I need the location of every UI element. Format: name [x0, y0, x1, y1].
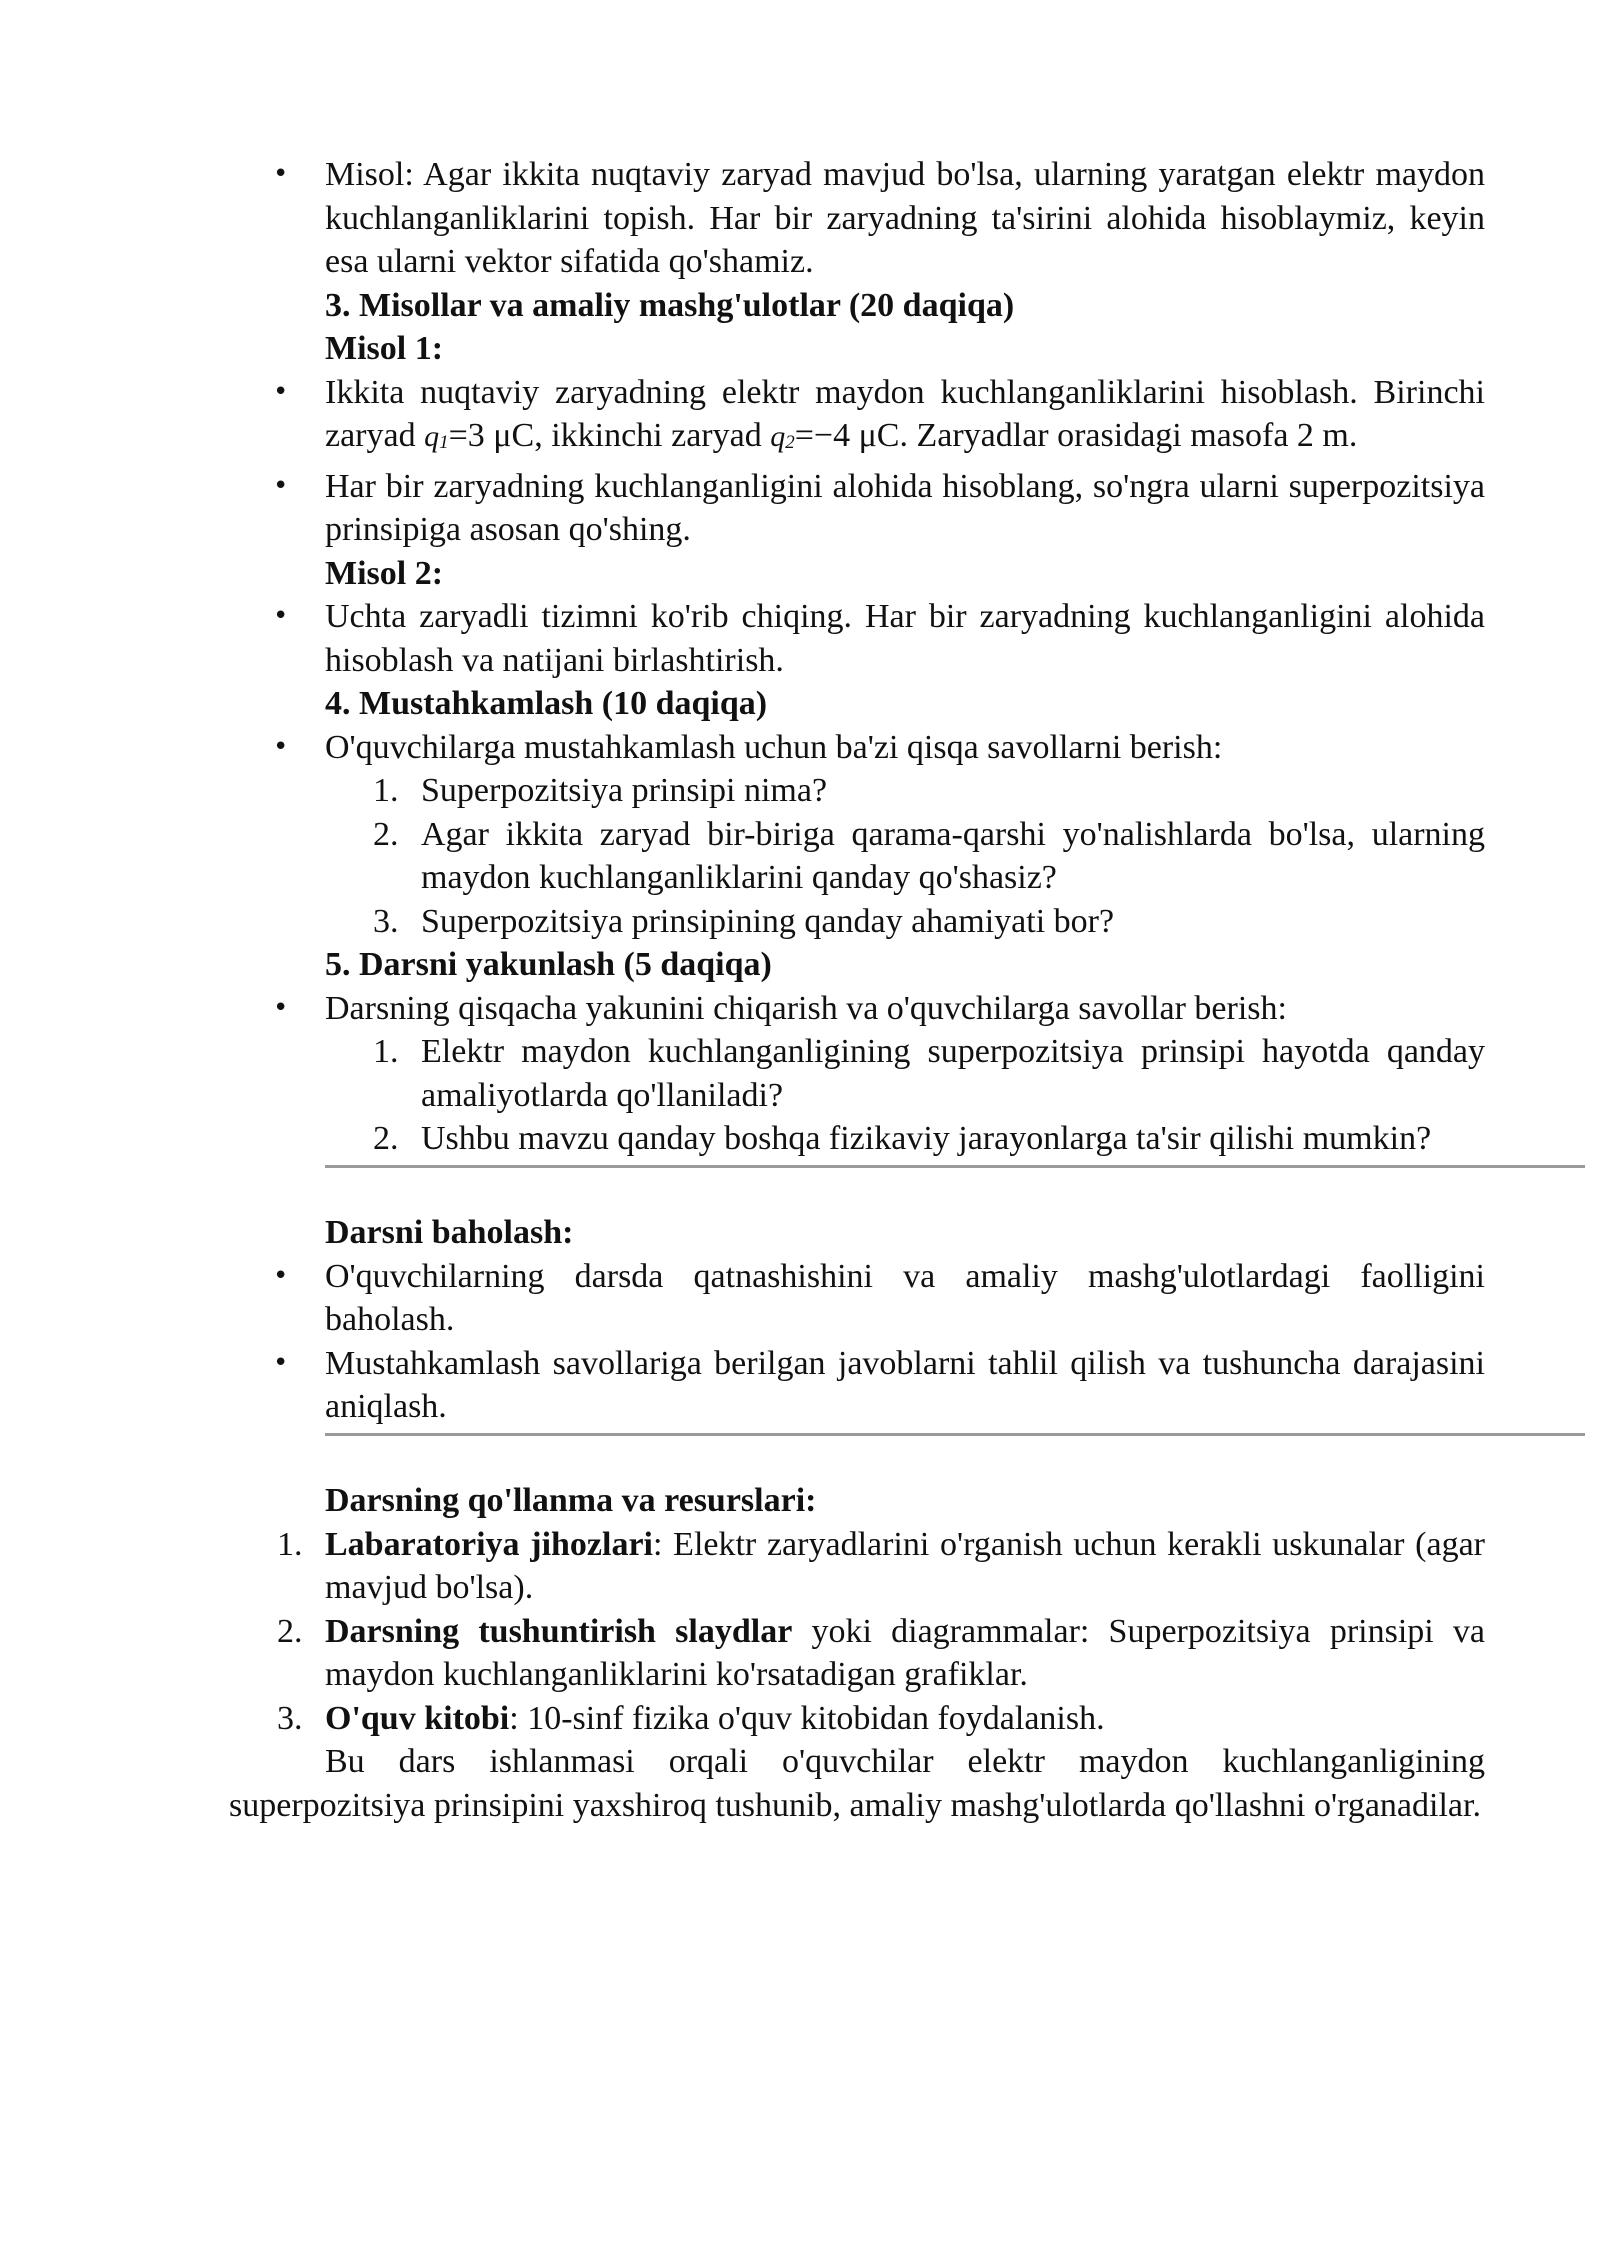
item-number: 2. — [373, 815, 399, 853]
bullet-icon: • — [273, 601, 289, 631]
numbered-item — [373, 1030, 1485, 1117]
resource-name: Darsning tushuntirish slaydlar — [325, 1612, 793, 1650]
paragraph-text: Uchta zaryadli tizimni ko'rib chiqing. Har bir zaryadning kuchlanganligini alohida hisoblash va natijani birlashtirish. — [325, 598, 1485, 679]
paragraph-text: =3 μC, ikkinchi zaryad — [448, 417, 762, 454]
example-title: Misol 2: — [325, 554, 444, 592]
list-item — [273, 1342, 1485, 1429]
bullet-icon: • — [273, 731, 289, 762]
item-number: 3. — [277, 1699, 303, 1737]
question-text: Superpozitsiya prinsipining qanday ahamiyati bor? — [421, 902, 1115, 940]
resource-description: : Elektr zaryadlarini o'rganish uchun kerakli uskunalar (agar mavjud bo'lsa). — [325, 1525, 1485, 1606]
numbered-item — [373, 1117, 1485, 1161]
question-text: Superpozitsiya prinsipi nima? — [421, 772, 828, 809]
paragraph-text: O'quvchilarning darsda qatnashishini va amaliy mashg'ulotlardagi faolligini baholash. — [325, 1257, 1485, 1338]
numbered-item — [277, 1610, 1485, 1697]
bullet-icon: • — [273, 470, 289, 501]
list-item — [273, 726, 1485, 770]
section-heading: Darsni baholash: — [325, 1214, 574, 1251]
numbered-item — [373, 769, 1485, 813]
resource-description: yoki diagrammalar: Superpozitsiya prinsipi va maydon kuchlanganliklarini ko'rsatadigan grafiklar. — [325, 1612, 1485, 1693]
paragraph-text: O'quvchilarga mustahkamlash uchun ba'zi qisqa savollarni berish: — [325, 728, 1223, 766]
document-body — [229, 153, 1485, 1827]
resource-description: : 10-sinf fizika o'quv kitobidan foydalanish. — [509, 1699, 1105, 1737]
list-item — [273, 153, 1485, 284]
item-number: 1. — [373, 1033, 399, 1070]
numbered-item — [277, 1697, 1485, 1741]
paragraph-text: Ikkita nuqtaviy zaryadning elektr maydon kuchlanganliklarini hisoblash. Birinchi zaryad — [325, 373, 1485, 454]
item-number: 2. — [373, 1120, 399, 1157]
bullet-icon: • — [273, 376, 289, 407]
paragraph-text: Darsning qisqacha yakunini chiqarish va o'quvchilarga savollar berish: — [325, 989, 1287, 1027]
list-item — [273, 371, 1485, 465]
paragraph-text: =−4 μC. Zaryadlar orasidagi masofa 2 m. — [794, 417, 1358, 454]
closing-paragraph: Bu dars ishlanmasi orqali o'quvchilar elektr maydon kuchlanganligining superpozitsiya prinsipini yaxshiroq tushunib, amaliy mashg'ulotlarda qo'llashni o'rganadilar. — [229, 1743, 1485, 1824]
bullet-icon: • — [273, 1260, 289, 1291]
numbered-item — [373, 813, 1485, 900]
question-text: Ushbu mavzu qanday boshqa fizikaviy jarayonlarga ta'sir qilishi mumkin? — [421, 1120, 1432, 1157]
question-text: Elektr maydon kuchlanganligining superpozitsiya prinsipi hayotda qanday amaliyotlarda qo'llaniladi? — [421, 1033, 1485, 1114]
section-heading: 4. Mustahkamlash (10 daqiqa) — [325, 685, 768, 722]
list-item — [273, 595, 1485, 682]
paragraph-text: Misol: Agar ikkita nuqtaviy zaryad mavjud bo'lsa, ularning yaratgan elektr maydon kuchlanganliklarini topish. Har bir zaryadning ta'sirini alohida hisoblaymiz, keyin esa ularni vektor sifatida qo'shamiz. — [325, 156, 1485, 280]
resource-name: O'quv kitobi — [325, 1699, 510, 1737]
item-number: 2. — [277, 1612, 303, 1650]
list-item — [273, 465, 1485, 552]
question-text: Agar ikkita zaryad bir-biriga qarama-qarshi yo'nalishlarda bo'lsa, ularning maydon kuchlanganliklarini qanday qo'shasiz? — [421, 815, 1485, 896]
list-item — [273, 987, 1485, 1031]
example-title: Misol 1: — [325, 330, 444, 367]
section-heading: 5. Darsni yakunlash (5 daqiqa) — [325, 946, 772, 983]
resource-name: Labaratoriya jihozlari — [325, 1525, 654, 1563]
paragraph-text: Mustahkamlash savollariga berilgan javoblarni tahlil qilish va tushuncha darajasini aniqlash. — [325, 1344, 1485, 1425]
item-number: 1. — [373, 772, 399, 809]
bullet-icon: • — [273, 159, 289, 189]
numbered-item — [277, 1523, 1485, 1610]
item-number: 3. — [373, 902, 399, 940]
charge-variable: q2 — [770, 420, 795, 453]
bullet-icon: • — [273, 992, 289, 1023]
section-heading: 3. Misollar va amaliy mashg'ulotlar (20 daqiqa) — [325, 286, 1015, 324]
item-number: 1. — [277, 1525, 303, 1563]
section-heading: Darsning qo'llanma va resurslari: — [325, 1482, 817, 1519]
charge-variable: q1 — [424, 420, 449, 453]
numbered-item — [373, 900, 1485, 944]
bullet-icon: • — [273, 1347, 289, 1378]
list-item — [273, 1255, 1485, 1342]
paragraph-text: Har bir zaryadning kuchlanganligini alohida hisoblang, so'ngra ularni superpozitsiya prinsipiga asosan qo'shing. — [325, 467, 1485, 548]
